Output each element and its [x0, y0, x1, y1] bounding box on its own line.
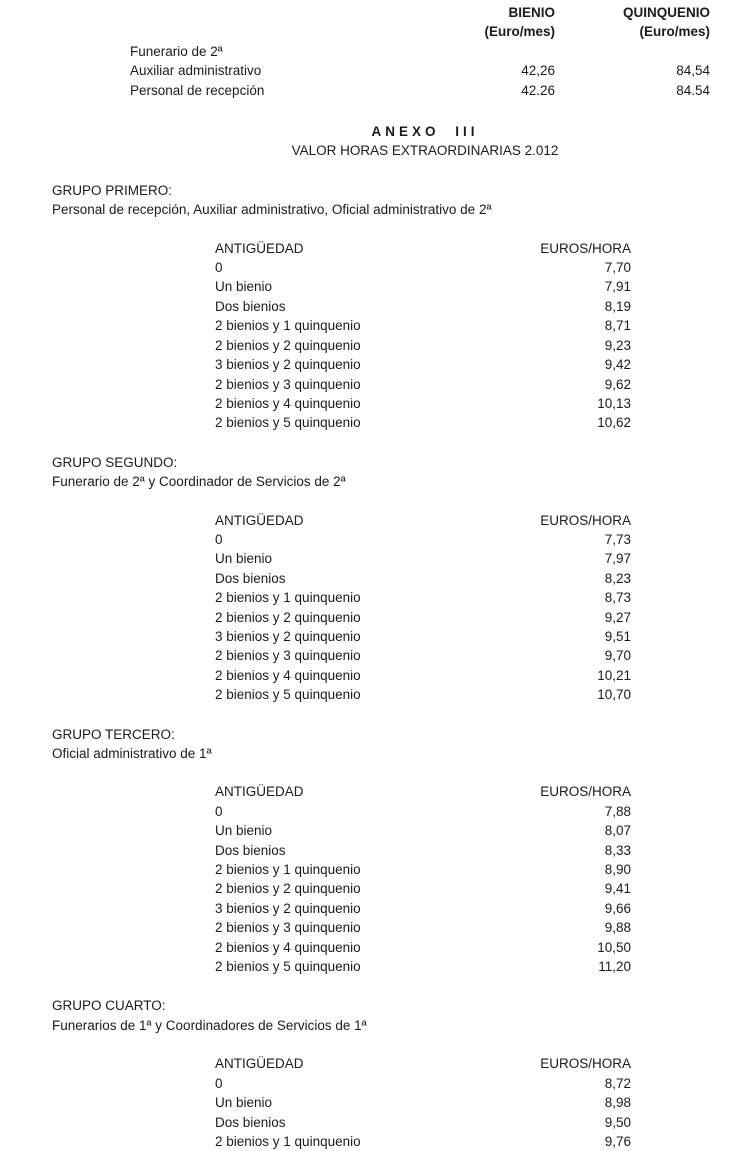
group-table-header [215, 1054, 631, 1073]
group-table-body [215, 258, 631, 433]
group-section-primero [0, 181, 755, 433]
table-row [215, 413, 631, 432]
table-row [215, 802, 631, 821]
euros-hora-value: 8,07 [604, 823, 631, 839]
table-row [215, 1113, 631, 1132]
antiguedad-label: Dos bienios [215, 570, 286, 586]
antiguedad-label: 2 bienios y 2 quinquenio [215, 337, 361, 353]
annex-subtitle: VALOR HORAS EXTRAORDINARIAS 2.012 [291, 143, 559, 159]
antiguedad-label: 2 bienios y 3 quinquenio [215, 648, 361, 664]
group-heading: GRUPO SEGUNDO: [52, 454, 178, 470]
group-description: Funerario de 2ª y Coordinador de Servicios de 2ª [52, 474, 346, 490]
bienio-value [420, 42, 555, 61]
euros-hora-value: 7,70 [604, 260, 631, 276]
table-row [215, 394, 631, 413]
table-row [130, 61, 755, 80]
antiguedad-label: 2 bienios y 5 quinquenio [215, 415, 361, 431]
euros-hora-value: 10,13 [597, 395, 631, 411]
euros-hora-value: 10,70 [597, 687, 631, 703]
euros-hora-value: 9,50 [604, 1114, 631, 1130]
antiguedad-label: 3 bienios y 2 quinquenio [215, 628, 361, 644]
salary-table-body [130, 42, 755, 100]
table-row [215, 608, 631, 627]
antiguedad-label: 2 bienios y 3 quinquenio [215, 920, 361, 936]
antiguedad-column-header: ANTIGÜEDAD [215, 784, 304, 800]
antiguedad-label: 2 bienios y 4 quinquenio [215, 939, 361, 955]
euros-hora-value: 9,27 [604, 609, 631, 625]
group-table-header [215, 239, 631, 258]
quinquenio-unit-header: (Euro/mes) [639, 24, 710, 40]
table-row [215, 569, 631, 588]
quinquenio-value [555, 42, 710, 61]
empty-header-cell [130, 22, 420, 41]
empty-header-cell [130, 3, 420, 22]
euros-hora-value: 8,19 [604, 298, 631, 314]
euros-hora-value: 9,66 [604, 900, 631, 916]
euros-hora-value: 8,90 [604, 862, 631, 878]
antiguedad-label: Un bienio [215, 551, 273, 567]
bienio-column-header: BIENIO [508, 5, 555, 20]
table-row [215, 646, 631, 665]
group-heading: GRUPO PRIMERO: [52, 182, 173, 198]
table-row [215, 938, 631, 957]
group-section-cuarto [0, 996, 755, 1151]
table-row [215, 549, 631, 568]
euros-hora-value: 8,71 [604, 318, 631, 334]
group-table-body [215, 802, 631, 977]
euros-hora-value: 9,42 [604, 357, 631, 373]
euros-hora-value: 7,73 [604, 531, 631, 547]
group-table-header [215, 782, 631, 801]
euros-hora-value: 7,88 [604, 803, 631, 819]
group-description: Personal de recepción, Auxiliar administrativo, Oficial administrativo de 2ª [52, 202, 492, 218]
table-row [215, 355, 631, 374]
euros-hora-column-header: EUROS/HORA [540, 512, 631, 528]
salary-supplements-table [130, 0, 755, 100]
euros-hora-value: 10,21 [597, 667, 631, 683]
antiguedad-label: 2 bienios y 2 quinquenio [215, 881, 361, 897]
table-row [215, 1093, 631, 1112]
antiguedad-label: 2 bienios y 2 quinquenio [215, 609, 361, 625]
euros-hora-value: 8,23 [604, 570, 631, 586]
table-row [215, 666, 631, 685]
salary-table-header-line1 [130, 3, 755, 22]
antiguedad-label: 2 bienios y 1 quinquenio [215, 1133, 361, 1149]
table-row [215, 1132, 631, 1151]
antiguedad-label: 2 bienios y 1 quinquenio [215, 862, 361, 878]
antiguedad-label: Dos bienios [215, 842, 286, 858]
euros-hora-value: 7,91 [604, 279, 631, 295]
euros-hora-value: 9,70 [604, 648, 631, 664]
antiguedad-label: Un bienio [215, 1095, 273, 1111]
euros-hora-value: 8,33 [604, 842, 631, 858]
euros-hora-value: 10,62 [597, 415, 631, 431]
table-row [215, 297, 631, 316]
group-table [215, 239, 631, 433]
group-table [215, 511, 631, 705]
table-row [215, 375, 631, 394]
table-row [215, 588, 631, 607]
group-table-body [215, 1074, 631, 1151]
table-row [215, 277, 631, 296]
euros-hora-value: 9,88 [604, 920, 631, 936]
table-row [215, 1074, 631, 1093]
antiguedad-label: Dos bienios [215, 1114, 286, 1130]
antiguedad-label: Un bienio [215, 823, 273, 839]
euros-hora-value: 8,98 [604, 1095, 631, 1111]
group-heading: GRUPO CUARTO: [52, 998, 166, 1014]
table-row [215, 860, 631, 879]
table-row [215, 685, 631, 704]
category-label: Auxiliar administrativo [130, 63, 262, 79]
euros-hora-column-header: EUROS/HORA [540, 240, 631, 256]
antiguedad-label: 2 bienios y 4 quinquenio [215, 667, 361, 683]
euros-hora-column-header: EUROS/HORA [540, 1056, 631, 1072]
antiguedad-column-header: ANTIGÜEDAD [215, 1056, 304, 1072]
antiguedad-label: 2 bienios y 3 quinquenio [215, 376, 361, 392]
antiguedad-label: 3 bienios y 2 quinquenio [215, 900, 361, 916]
euros-hora-value: 9,76 [604, 1133, 631, 1149]
category-label: Personal de recepción [130, 82, 265, 98]
bienio-value: 42.26 [521, 82, 555, 98]
antiguedad-label: 3 bienios y 2 quinquenio [215, 357, 361, 373]
annex-heading-block [0, 122, 755, 161]
euros-hora-value: 9,51 [604, 628, 631, 644]
antiguedad-label: 2 bienios y 5 quinquenio [215, 959, 361, 975]
table-row [215, 821, 631, 840]
table-row [215, 899, 631, 918]
table-row [215, 918, 631, 937]
group-table [215, 782, 631, 976]
group-description: Oficial administrativo de 1ª [52, 746, 212, 761]
table-row [215, 879, 631, 898]
antiguedad-column-header: ANTIGÜEDAD [215, 512, 304, 528]
table-row [215, 316, 631, 335]
euros-hora-value: 8,72 [604, 1075, 631, 1091]
antiguedad-label: 2 bienios y 1 quinquenio [215, 318, 361, 334]
antiguedad-label: 0 [215, 260, 223, 276]
group-table-body [215, 530, 631, 705]
antiguedad-label: 0 [215, 531, 223, 547]
table-row [215, 258, 631, 277]
annex-title: ANEXO III [371, 124, 479, 140]
table-row [215, 841, 631, 860]
quinquenio-value: 84.54 [676, 82, 710, 98]
euros-hora-value: 10,50 [597, 939, 631, 955]
euros-hora-value: 9,41 [604, 881, 631, 897]
group-table [215, 1054, 631, 1151]
group-section-segundo [0, 453, 755, 705]
antiguedad-label: 2 bienios y 1 quinquenio [215, 590, 361, 606]
euros-hora-value: 9,62 [604, 376, 631, 392]
euros-hora-value: 9,23 [604, 337, 631, 353]
table-row [215, 957, 631, 976]
group-section-tercero [0, 725, 755, 977]
category-label: Funerario de 2ª [130, 43, 223, 59]
table-row [130, 81, 755, 100]
antiguedad-label: Un bienio [215, 279, 273, 295]
euros-hora-value: 8,73 [604, 590, 631, 606]
table-row [215, 530, 631, 549]
salary-table-header-line2 [130, 22, 755, 41]
group-table-header [215, 511, 631, 530]
table-row [130, 42, 755, 61]
bienio-value: 42,26 [521, 63, 555, 79]
group-heading: GRUPO TERCERO: [52, 726, 175, 742]
antiguedad-label: Dos bienios [215, 298, 286, 314]
quinquenio-column-header: QUINQUENIO [622, 5, 710, 20]
antiguedad-column-header: ANTIGÜEDAD [215, 240, 304, 256]
antiguedad-label: 0 [215, 803, 223, 819]
bienio-unit-header: (Euro/mes) [484, 24, 555, 40]
table-row [215, 336, 631, 355]
euros-hora-value: 7,97 [604, 551, 631, 567]
antiguedad-label: 0 [215, 1075, 223, 1091]
antiguedad-label: 2 bienios y 5 quinquenio [215, 687, 361, 703]
antiguedad-label: 2 bienios y 4 quinquenio [215, 395, 361, 411]
euros-hora-column-header: EUROS/HORA [540, 784, 631, 800]
quinquenio-value: 84,54 [676, 63, 710, 79]
table-row [215, 627, 631, 646]
euros-hora-value: 11,20 [598, 959, 631, 975]
group-description: Funerarios de 1ª y Coordinadores de Servicios de 1ª [52, 1017, 367, 1033]
